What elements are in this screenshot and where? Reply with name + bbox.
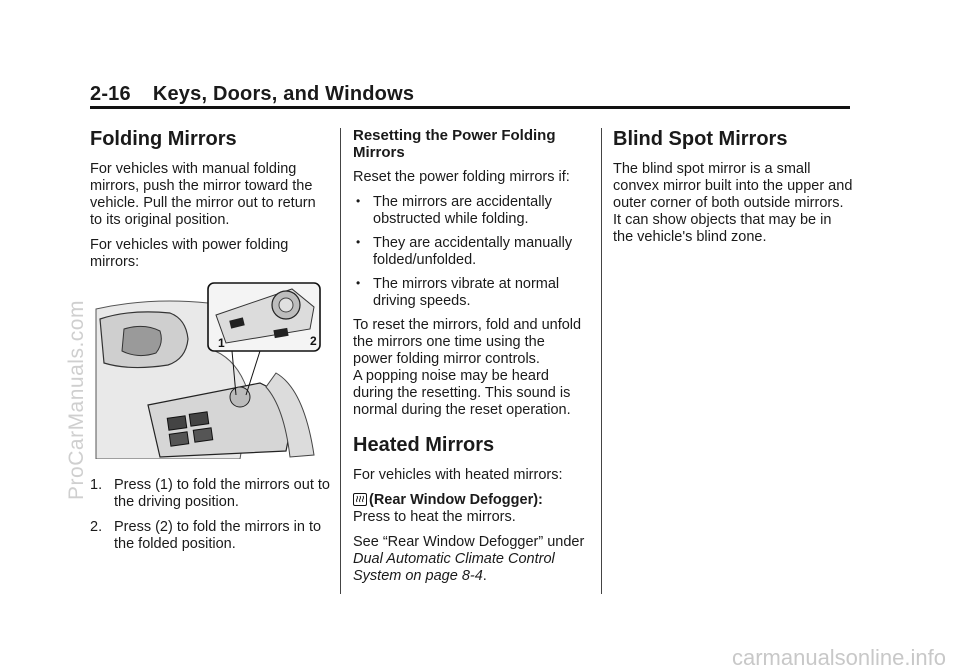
- page-number: 2-16: [90, 83, 131, 105]
- rear-defogger-icon: [353, 493, 367, 506]
- mirror-control-illustration: [90, 279, 322, 459]
- heated-mirrors-heading: Heated Mirrors: [353, 434, 495, 456]
- page-header: [90, 83, 414, 106]
- step-2: [90, 519, 330, 553]
- defogger-description: Press to heat the mirrors.: [353, 509, 516, 525]
- climate-control-link[interactable]: Dual Automatic Climate Control System on page 8-4: [353, 551, 555, 584]
- callout-2: 2: [310, 334, 317, 348]
- heated-intro: For vehicles with heated mirrors:: [353, 467, 563, 483]
- defogger-entry: [353, 492, 588, 526]
- see-prefix: See “Rear Window Defogger” under: [353, 534, 585, 550]
- reset-instructions: To reset the mirrors, fold and unfold the mirrors one time using the power folding mirror controls.: [353, 317, 582, 367]
- folding-mirrors-heading: Folding Mirrors: [90, 128, 237, 150]
- step-1-text: Press (1) to fold the mirrors out to the driving position.: [114, 477, 330, 510]
- left-watermark: ProCarManuals.com: [65, 300, 88, 500]
- step-1-number: 1.: [90, 477, 103, 493]
- popping-noise-note: A popping noise may be heard during the resetting. This sound is normal during the reset operation.: [353, 368, 571, 418]
- reset-intro: Reset the power folding mirrors if:: [353, 169, 570, 185]
- column-divider-2: [601, 128, 602, 594]
- section-title: Keys, Doors, and Windows: [152, 83, 415, 105]
- see-suffix: .: [482, 568, 487, 584]
- step-2-number: 2.: [90, 519, 103, 535]
- column-divider-1: [340, 128, 341, 594]
- bullet-2: • They are accidentally manually folded/unfolded.: [353, 235, 588, 269]
- bullet-1: • The mirrors are accidentally obstructed while folding.: [353, 194, 588, 228]
- header-rule: [90, 106, 850, 109]
- blind-spot-heading: Blind Spot Mirrors: [613, 128, 788, 150]
- step-2-text: Press (2) to fold the mirrors in to the folded position.: [114, 519, 322, 552]
- column-blind-spot: [613, 127, 853, 254]
- manual-folding-paragraph: For vehicles with manual folding mirrors, push the mirror toward the vehicle. Pull the mirror out to return to its original position.: [90, 161, 316, 228]
- resetting-heading: Resetting the Power Folding Mirrors: [353, 127, 556, 161]
- column-folding-mirrors: [90, 127, 330, 561]
- blind-spot-paragraph: The blind spot mirror is a small convex mirror built into the upper and outer corner of both outside mirrors. It can show objects that may be in the vehicle's blind zone.: [613, 161, 853, 245]
- column-resetting-heated: [353, 127, 588, 593]
- callout-1: 1: [218, 336, 225, 350]
- bottom-watermark: carmanualsonline.info: [731, 645, 946, 670]
- defogger-label: (Rear Window Defogger):: [369, 492, 543, 508]
- see-reference: [353, 534, 588, 585]
- bullet-3: • The mirrors vibrate at normal driving speeds.: [353, 276, 588, 310]
- step-1: [90, 477, 330, 511]
- power-folding-paragraph: For vehicles with power folding mirrors:: [90, 237, 289, 270]
